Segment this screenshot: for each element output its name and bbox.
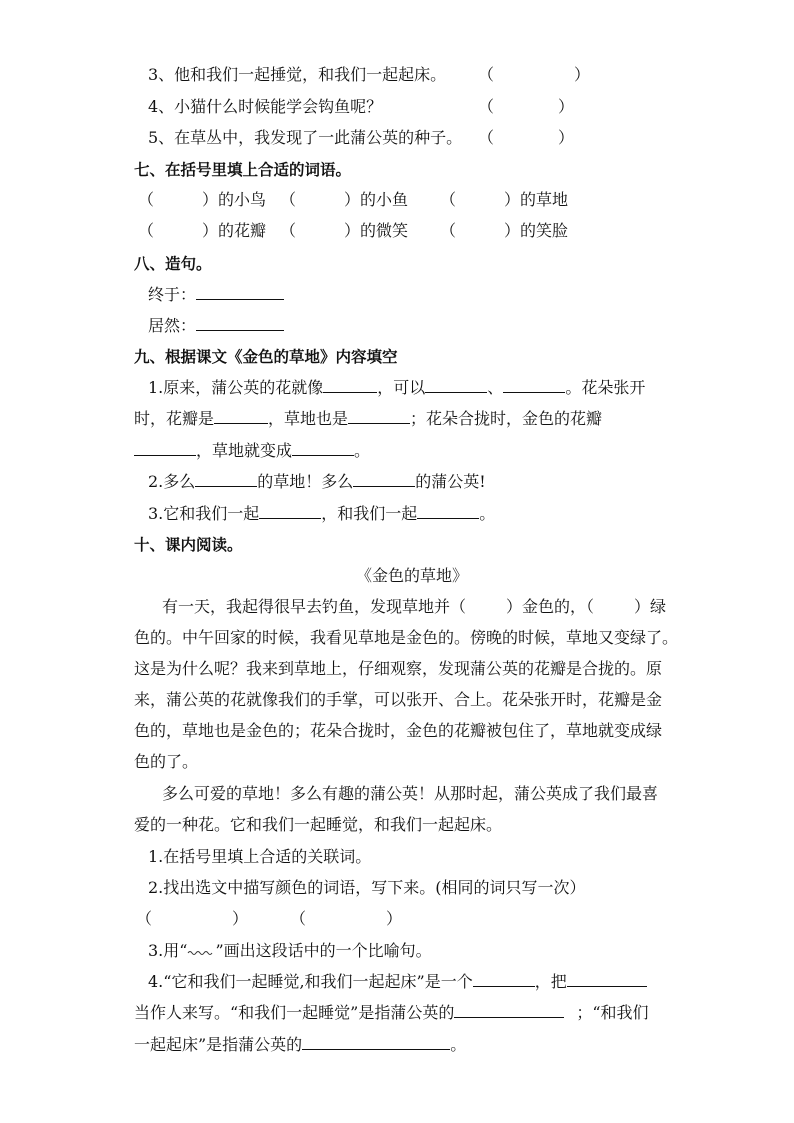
s10-q1: 1.在括号里填上合适的关联词。 xyxy=(148,847,372,866)
s7-cell-1[interactable]: （ ）的小鸟 xyxy=(138,190,267,209)
s9-q1-blank-5[interactable] xyxy=(348,409,410,424)
s7-cell-3[interactable]: （ ）的草地 xyxy=(440,190,569,209)
s9-q1-text-f: ，草地也是 xyxy=(268,409,349,428)
s9-q2-text-b: 的草地！多么 xyxy=(257,472,354,491)
passage-p2-line1: 多么可爱的草地！多么有趣的蒲公英！从那时起，蒲公英成了我们最喜 xyxy=(162,784,659,803)
s10-q4-text-a: 4.“它和我们一起睡觉,和我们一起起床”是一个 xyxy=(148,972,473,991)
s9-q2-text-c: 的蒲公英! xyxy=(415,472,486,491)
passage-title: 《金色的草地》 xyxy=(356,566,469,585)
s9-q3 xyxy=(148,504,495,524)
s10-q4-blank-4[interactable] xyxy=(302,1035,450,1050)
s6-item-3-answer[interactable]: （ ） xyxy=(478,65,591,84)
p1-l1-a: 有一天，我起得很早去钓鱼，发现草地并（ xyxy=(162,597,467,616)
s9-q1-line1 xyxy=(148,378,645,398)
wavy-underline-icon xyxy=(187,947,215,957)
s9-q3-text-a: 3.它和我们一起 xyxy=(148,504,260,523)
s10-q4-text-b: ，把 xyxy=(534,972,567,991)
s9-q1-text-c: 、 xyxy=(487,378,504,397)
s10-q4-line1 xyxy=(148,972,647,992)
s8-item-2 xyxy=(148,316,284,336)
section-7-title: 七、在括号里填上合适的词语。 xyxy=(134,161,352,179)
s9-q3-blank-2[interactable] xyxy=(417,504,479,519)
passage-p1-line6: 色的了。 xyxy=(134,752,199,771)
s6-item-5-answer[interactable]: （ ） xyxy=(478,128,575,147)
s10-q4-text-c: 当作人来写。“和我们一起睡觉”是指蒲公英的 xyxy=(134,1003,455,1022)
s7-cell-4[interactable]: （ ）的花瓣 xyxy=(138,221,267,240)
s9-q3-text-c: 。 xyxy=(479,504,496,523)
s10-q3-text-b: ”画出这段话中的一个比喻句。 xyxy=(215,941,432,960)
s9-q1-text-i: 。 xyxy=(354,441,371,460)
passage-p2-line2: 爱的一种花。它和我们一起睡觉，和我们一起起床。 xyxy=(134,815,503,834)
passage-p1-line2: 色的。中午回家的时候，我看见草地是金色的。傍晚的时候，草地又变绿了。 xyxy=(134,628,679,647)
s9-q1-blank-2[interactable] xyxy=(425,378,487,393)
s10-q4-text-e: 一起起床”是指蒲公英的 xyxy=(134,1035,303,1054)
passage-p1-line3: 这是为什么呢？我来到草地上，仔细观察，发现蒲公英的花瓣是合拢的。原 xyxy=(134,659,663,678)
s9-q1-text-e: 时，花瓣是 xyxy=(134,409,215,428)
s8-item-2-label: 居然： xyxy=(148,316,197,335)
s6-item-3 xyxy=(148,65,446,85)
s10-q4-blank-1[interactable] xyxy=(473,972,535,987)
passage-p1-line4: 来，蒲公英的花就像我们的手掌，可以张开、合上。花朵张开时，花瓣是金 xyxy=(134,690,663,709)
s10-q3 xyxy=(148,941,432,961)
s9-q2-text-a: 2.多么 xyxy=(148,472,196,491)
s9-q2 xyxy=(148,472,486,492)
s9-q1-blank-3[interactable] xyxy=(503,378,565,393)
s10-q2-answer-1[interactable]: （ ） xyxy=(136,909,249,928)
passage-p1-line1 xyxy=(162,597,666,617)
s6-item-3-text: 3、他和我们一起捶觉，和我们一起起床。 xyxy=(148,65,447,84)
s8-item-2-blank[interactable] xyxy=(196,316,284,331)
s6-item-4: 4、小猫什么时候能学会钩鱼呢？ xyxy=(148,97,383,116)
s9-q1-line2 xyxy=(134,409,602,429)
s8-item-1-blank[interactable] xyxy=(196,285,284,300)
s9-q1-text-b: ，可以 xyxy=(377,378,426,397)
s10-q3-text-a: 3.用“ xyxy=(148,941,188,960)
s9-q1-text-g: ；花朵合拢时，金色的花瓣 xyxy=(410,409,603,428)
s10-q2: 2.找出选文中描写颜色的词语，写下来。(相同的词只写一次） xyxy=(148,878,586,897)
p1-l1-b: ）金色的，（ xyxy=(506,597,595,616)
s10-q4-text-d: ；“和我们 xyxy=(576,1003,649,1022)
s9-q1-blank-6[interactable] xyxy=(134,441,196,456)
s9-q1-line3 xyxy=(134,441,370,461)
passage-p1-line5: 色的，草地也是金色的；花朵合拢时，金色的花瓣被包住了，草地就变成绿 xyxy=(134,721,663,740)
s9-q1-text-h: ，草地就变成 xyxy=(196,441,293,460)
s9-q3-text-b: ，和我们一起 xyxy=(321,504,418,523)
section-8-title: 八、造句。 xyxy=(134,255,212,273)
s6-item-5: 5、在草丛中，我发现了一此蒲公英的种子。 xyxy=(148,128,463,147)
s9-q1-blank-1[interactable] xyxy=(323,378,377,393)
s7-cell-2[interactable]: （ ）的小鱼 xyxy=(280,190,409,209)
s9-q1-text-d: 。花朵张开 xyxy=(565,378,646,397)
s6-item-4-answer[interactable]: （ ） xyxy=(478,97,575,116)
s9-q2-blank-1[interactable] xyxy=(195,472,257,487)
s8-item-1-label: 终于： xyxy=(148,285,197,304)
s10-q4-blank-3[interactable] xyxy=(454,1003,564,1018)
s10-q4-blank-2[interactable] xyxy=(567,972,647,987)
section-10-title: 十、课内阅读。 xyxy=(134,536,243,554)
section-9-title: 九、根据课文《金色的草地》内容填空 xyxy=(134,348,398,366)
s7-cell-6[interactable]: （ ）的笑脸 xyxy=(440,221,569,240)
s10-q2-answer-2[interactable]: （ ） xyxy=(290,909,403,928)
s10-q4-text-f: 。 xyxy=(450,1035,467,1054)
p1-l1-c: ）绿 xyxy=(634,597,667,616)
s9-q3-blank-1[interactable] xyxy=(259,504,321,519)
s9-q2-blank-2[interactable] xyxy=(353,472,415,487)
s8-item-1 xyxy=(148,285,284,305)
s9-q1-blank-7[interactable] xyxy=(292,441,354,456)
s9-q1-text-a: 1.原来，蒲公英的花就像 xyxy=(148,378,324,397)
s10-q4-line3 xyxy=(134,1035,466,1055)
s10-q4-line2 xyxy=(134,1003,649,1023)
s7-cell-5[interactable]: （ ）的微笑 xyxy=(280,221,409,240)
s9-q1-blank-4[interactable] xyxy=(214,409,268,424)
